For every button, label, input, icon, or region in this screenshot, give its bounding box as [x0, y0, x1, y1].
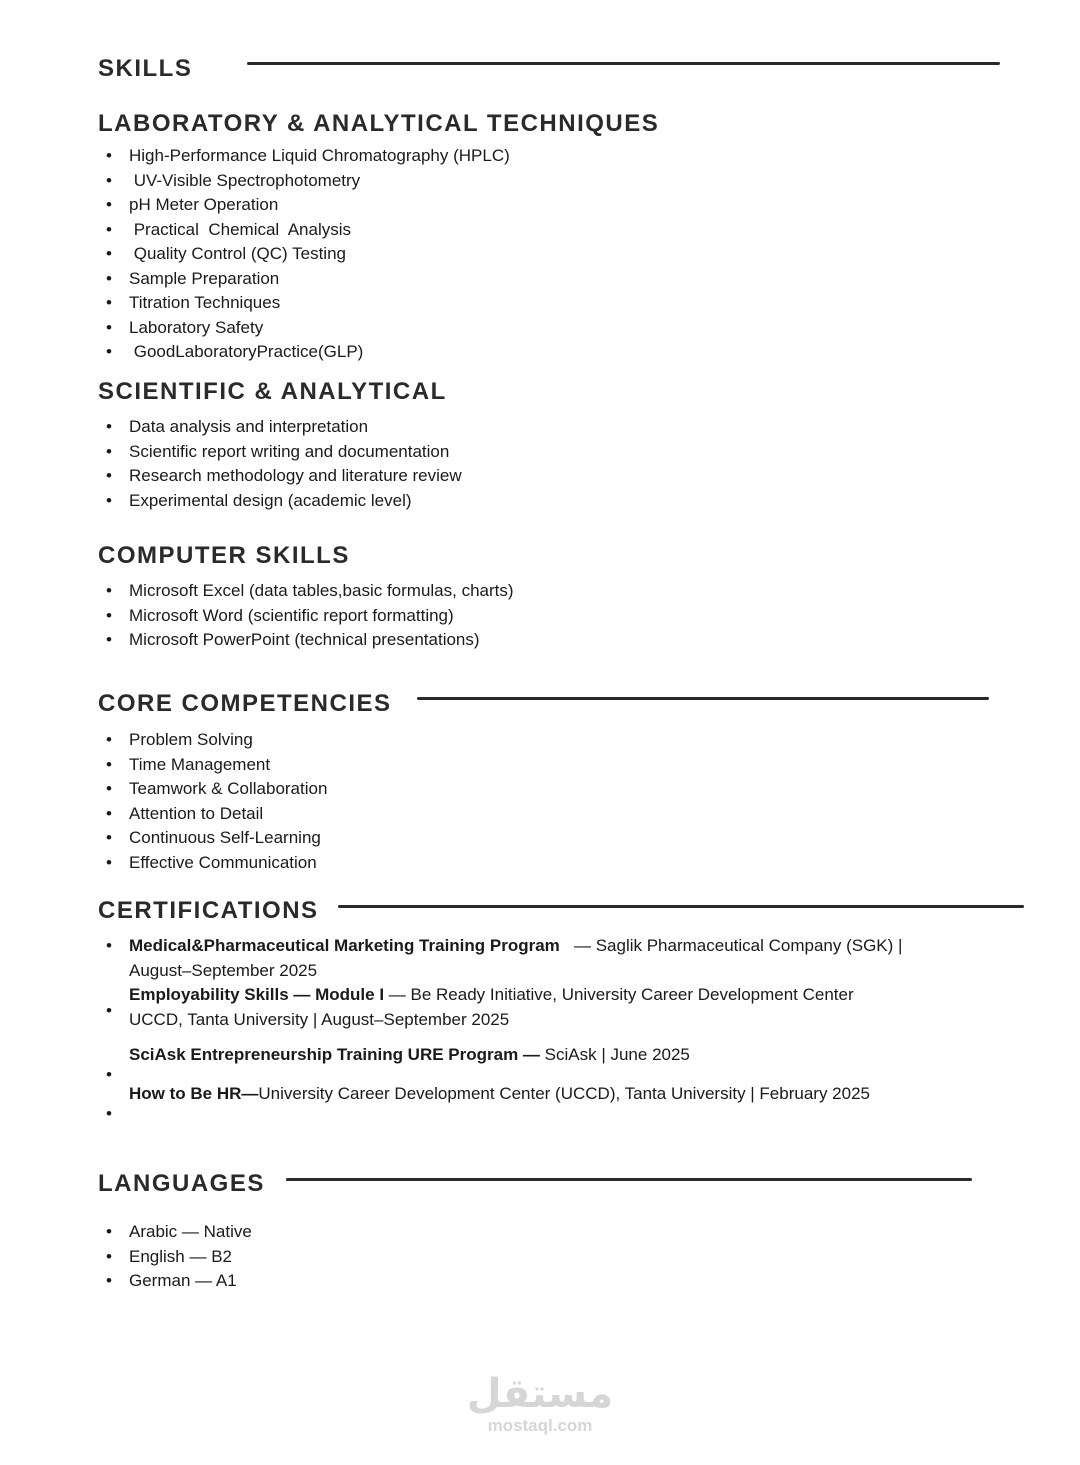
list-item: • Microsoft PowerPoint (technical presentations) [106, 628, 514, 653]
certifications-heading: CERTIFICATIONS [98, 897, 319, 924]
certification-detail: SciAsk | June 2025 [539, 1045, 690, 1064]
certification-detail: UCCD, Tanta University | August–September 2025 [129, 1009, 510, 1029]
list-item: • Arabic — Native [106, 1220, 252, 1245]
mostaql-watermark [440, 1372, 640, 1436]
list-item: • Practical Chemical Analysis [106, 218, 510, 243]
core-competencies-divider [417, 697, 989, 700]
languages-list [106, 1220, 252, 1294]
languages-divider [286, 1178, 972, 1181]
certification-item [106, 1043, 690, 1068]
core-competencies-list [106, 728, 327, 875]
list-item: • pH Meter Operation [106, 193, 510, 218]
list-item: • German — A1 [106, 1269, 252, 1294]
bullet: • [106, 1104, 112, 1123]
list-item: • English — B2 [106, 1245, 252, 1270]
skills-divider [247, 62, 1000, 65]
skills-heading: SKILLS [98, 55, 193, 82]
lab-techniques-heading: LABORATORY & ANALYTICAL TECHNIQUES [98, 110, 660, 137]
list-item: • Research methodology and literature review [106, 464, 462, 489]
certification-item: • Medical&Pharmaceutical Marketing Training Program — Saglik Pharmaceutical Company (SGK) | August–September 2025 [106, 934, 902, 983]
list-item: • Teamwork & Collaboration [106, 777, 327, 802]
certification-detail: — Saglik Pharmaceutical Company (SGK) | [559, 936, 903, 955]
list-item: • Effective Communication [106, 851, 327, 876]
list-item: • Microsoft Excel (data tables,basic formulas, charts) [106, 579, 514, 604]
certification-item [106, 1082, 870, 1107]
certification-item [106, 983, 854, 1032]
list-item: • Data analysis and interpretation [106, 415, 462, 440]
computer-skills-list [106, 579, 514, 653]
certification-detail: August–September 2025 [129, 960, 318, 980]
list-item: • Quality Control (QC) Testing [106, 242, 510, 267]
list-item: • Sample Preparation [106, 267, 510, 292]
languages-heading: LANGUAGES [98, 1170, 265, 1197]
list-item: • Time Management [106, 753, 327, 778]
list-item: • Problem Solving [106, 728, 327, 753]
certification-detail: University Career Development Center (UCCD), Tanta University | February 2025 [258, 1084, 870, 1103]
core-competencies-heading: CORE COMPETENCIES [98, 690, 392, 717]
certifications-divider [338, 905, 1024, 908]
list-item: • Scientific report writing and documentation [106, 440, 462, 465]
certification-name: SciAsk Entrepreneurship Training URE Program — [129, 1045, 540, 1064]
bullet: • [106, 1001, 112, 1020]
list-item: • Attention to Detail [106, 802, 327, 827]
list-item: • Microsoft Word (scientific report formatting) [106, 604, 514, 629]
list-item: • UV-Visible Spectrophotometry [106, 169, 510, 194]
certification-name: Employability Skills — Module I [129, 985, 385, 1004]
lab-techniques-list [106, 144, 510, 365]
list-item: • Laboratory Safety [106, 316, 510, 341]
computer-skills-heading: COMPUTER SKILLS [98, 542, 350, 569]
watermark-arabic: مستقل [466, 1371, 614, 1417]
list-item: • High-Performance Liquid Chromatography (HPLC) [106, 144, 510, 169]
list-item: • Continuous Self-Learning [106, 826, 327, 851]
watermark-latin: mostaql.com [487, 1416, 593, 1435]
bullet: • [106, 1065, 112, 1084]
list-item: • Titration Techniques [106, 291, 510, 316]
certification-name: How to Be HR— [129, 1084, 259, 1103]
list-item: • GoodLaboratoryPractice(GLP) [106, 340, 510, 365]
certification-name: Medical&Pharmaceutical Marketing Training Program [129, 936, 560, 955]
certification-detail: — Be Ready Initiative, University Career Development Center [384, 985, 854, 1004]
list-item: • Experimental design (academic level) [106, 489, 462, 514]
scientific-list [106, 415, 462, 513]
scientific-heading: SCIENTIFIC & ANALYTICAL [98, 378, 447, 405]
